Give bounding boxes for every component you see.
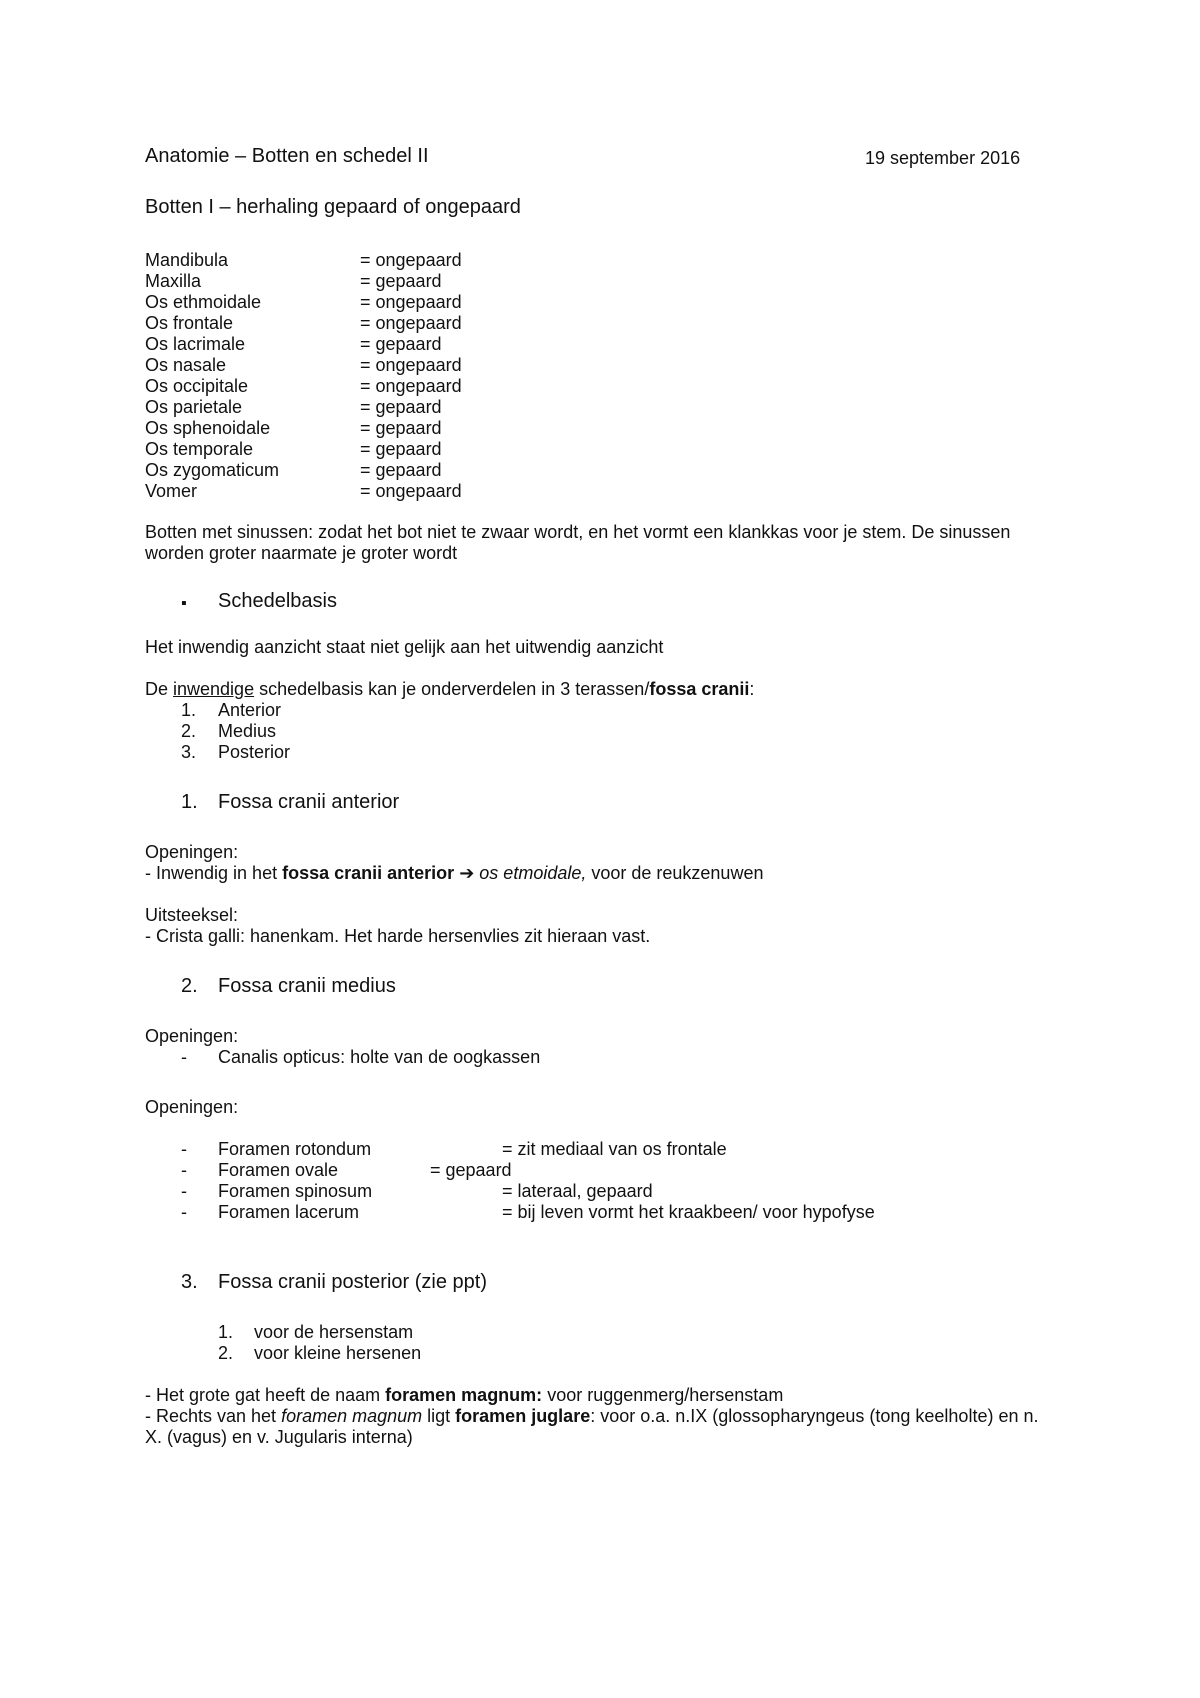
foramen-value: = zit mediaal van os frontale [502,1139,727,1159]
openingen-label: Openingen: [145,1026,239,1046]
uitsteeksel-text: - Crista galli: hanenkam. Het harde hersenvlies zit hieraan vast. [145,926,651,946]
juglare-middle: ligt [422,1406,456,1426]
list-number: 1. [181,700,197,720]
list-dash: - [181,1181,187,1201]
list-item: voor kleine hersenen [254,1343,422,1363]
juglare-prefix: - Rechts van het [145,1406,282,1426]
heading-fossa-posterior: Fossa cranii posterior (zie ppt) [218,1271,487,1293]
magnum-suffix: voor ruggenmerg/hersenstam [542,1385,784,1405]
heading-fossa-medius: Fossa cranii medius [218,975,396,997]
bone-value: = gepaard [360,397,442,417]
list-dash: - [181,1139,187,1159]
division-prefix: De [145,679,174,699]
uitsteeksel-label: Uitsteeksel: [145,905,239,925]
bone-value: = gepaard [360,271,442,291]
bone-name: Os nasale [145,355,227,375]
bone-value: = ongepaard [360,250,462,270]
foramen-name: Foramen ovale [218,1160,339,1180]
heading-fossa-anterior: Fossa cranii anterior [218,791,400,813]
magnum-prefix: - Het grote gat heeft de naam [145,1385,386,1405]
arrow-right-icon: ➔ [459,863,475,883]
schedelbasis-division [145,679,754,700]
bone-name: Mandibula [145,250,229,270]
division-suffix: : [749,679,755,699]
document-date: 19 september 2016 [865,148,1021,168]
bone-name: Os frontale [145,313,234,333]
bone-value: = ongepaard [360,355,462,375]
bone-value: = gepaard [360,460,442,480]
list-item: voor de hersenstam [254,1322,414,1342]
bone-value: = gepaard [360,418,442,438]
anterior-opening-line [145,863,763,884]
opening-suffix: voor de reukzenuwen [586,863,764,883]
bone-name: Os parietale [145,397,243,417]
foramen-name: Foramen rotondum [218,1139,372,1159]
heading-schedelbasis: Schedelbasis [218,590,337,612]
bone-name: Vomer [145,481,198,501]
bullet-icon: ▪ [181,595,187,612]
list-dash: - [181,1202,187,1222]
list-dash: - [181,1047,187,1067]
bone-value: = ongepaard [360,481,462,501]
opening-italic: os etmoidale, [479,863,587,883]
juglare-bold: foramen juglare [455,1406,591,1426]
list-number: 1. [218,1322,234,1342]
section-heading-botten: Botten I – herhaling gepaard of ongepaard [145,196,521,218]
juglare-suffix: : voor o.a. n.IX (glossopharyngeus (tong keelholte) en n. [590,1406,1039,1426]
bone-name: Os occipitale [145,376,249,396]
foramen-magnum-line [145,1385,783,1406]
bone-name: Maxilla [145,271,202,291]
heading-number: 1. [181,791,198,813]
list-number: 2. [181,721,197,741]
foramen-juglare-line2: X. (vagus) en v. Jugularis interna) [145,1427,413,1447]
heading-number: 2. [181,975,198,997]
division-underlined: inwendige [173,679,255,699]
bone-name: Os temporale [145,439,254,459]
list-item: Anterior [218,700,282,720]
bone-value: = gepaard [360,439,442,459]
schedelbasis-intro: Het inwendig aanzicht staat niet gelijk aan het uitwendig aanzicht [145,637,664,657]
juglare-italic: foramen magnum [281,1406,423,1426]
bone-name: Os sphenoidale [145,418,271,438]
list-item: Medius [218,721,277,741]
openingen-label: Openingen: [145,842,239,862]
opening-prefix: - Inwendig in het [145,863,283,883]
foramen-name: Foramen spinosum [218,1181,373,1201]
bone-value: = ongepaard [360,313,462,333]
bone-value: = ongepaard [360,376,462,396]
sinus-paragraph-line2: worden groter naarmate je groter wordt [145,543,458,563]
list-item: Posterior [218,742,291,762]
foramen-value: = lateraal, gepaard [502,1181,653,1201]
list-number: 2. [218,1343,234,1363]
heading-number: 3. [181,1271,198,1293]
list-number: 3. [181,742,197,762]
canalis-opticus-text: Canalis opticus: holte van de oogkassen [218,1047,541,1067]
bone-name: Os zygomaticum [145,460,280,480]
bone-name: Os lacrimale [145,334,246,354]
foramen-value: = gepaard [430,1160,512,1180]
bone-name: Os ethmoidale [145,292,262,312]
division-middle: schedelbasis kan je onderverdelen in 3 terassen/ [254,679,650,699]
sinus-paragraph-line1: Botten met sinussen: zodat het bot niet te zwaar wordt, en het vormt een klankkas voor je stem. De sinussen [145,522,1011,542]
magnum-bold: foramen magnum: [385,1385,543,1405]
openingen-label: Openingen: [145,1097,239,1117]
bone-value: = ongepaard [360,292,462,312]
foramen-juglare-line1 [145,1406,1039,1427]
list-dash: - [181,1160,187,1180]
bone-value: = gepaard [360,334,442,354]
document-title: Anatomie – Botten en schedel II [145,145,429,167]
division-bold: fossa cranii [649,679,750,699]
foramen-value: = bij leven vormt het kraakbeen/ voor hypofyse [502,1202,875,1222]
opening-bold: fossa cranii anterior [282,863,455,883]
foramen-name: Foramen lacerum [218,1202,360,1222]
